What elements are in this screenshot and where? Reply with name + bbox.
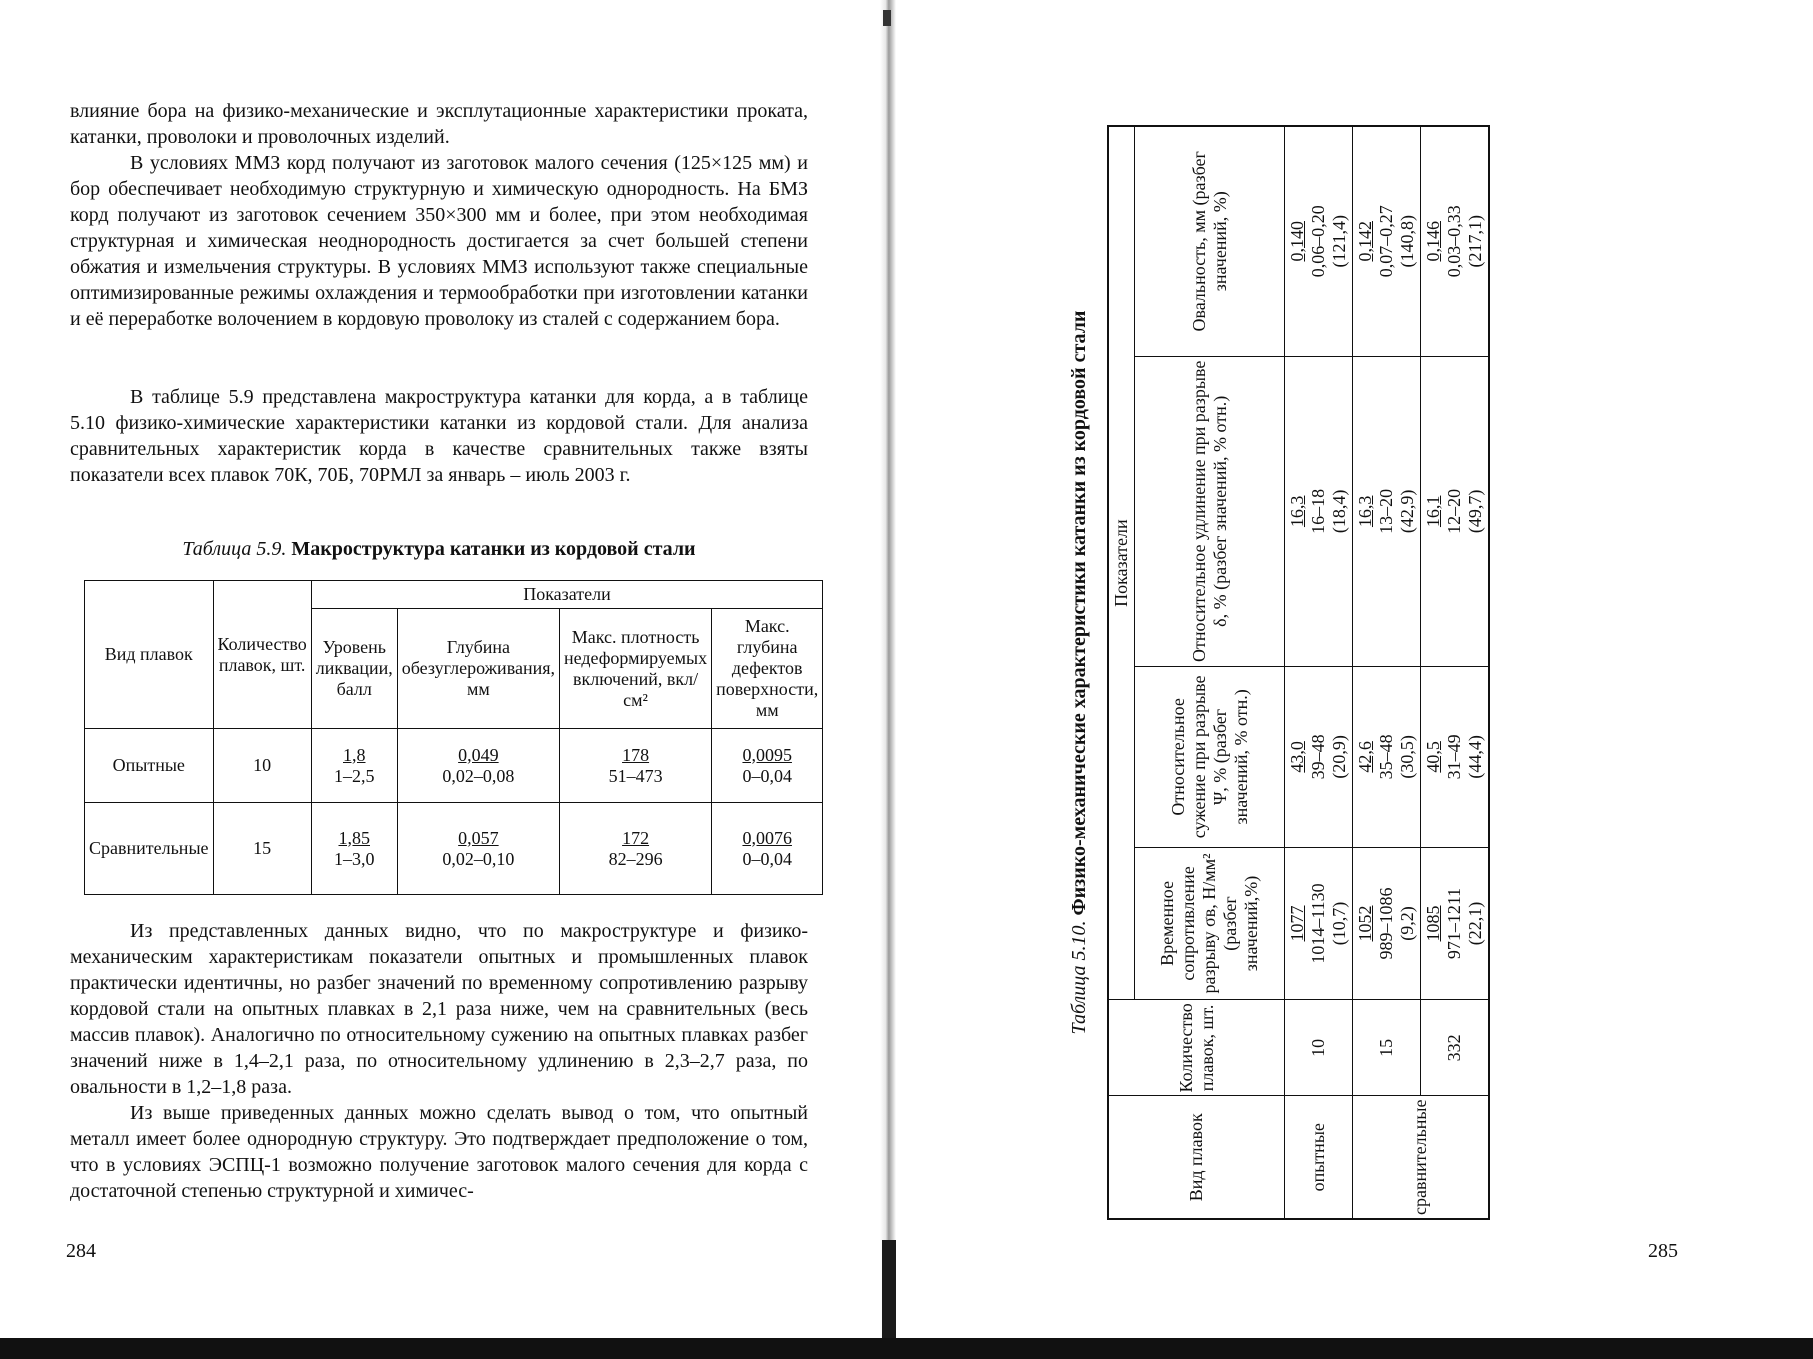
t510-header-indicators: Показатели [1108, 126, 1135, 1000]
t59-col-surface-defects: Макс. глубина дефектов поверхности, мм [712, 609, 823, 729]
t510-cell: 43,0 39–48 (20,9) [1285, 667, 1353, 848]
t510-col-tensile: Временное сопротивление разрыву σв, Н/мм² (разбег значений,%) [1135, 847, 1285, 1000]
t510-col-ovality: Овальность, мм (разбег значений, %) [1135, 126, 1285, 356]
t59-cell: 0,0095 0–0,04 [712, 729, 823, 803]
t59-row-count: 10 [213, 729, 311, 803]
t510-cell: 16,3 13–20 (42,9) [1353, 356, 1421, 667]
t59-cell: 178 51–473 [559, 729, 711, 803]
t510-row-type: сравнительные [1353, 1096, 1490, 1219]
t510-col-elongation: Относительное удлинение при разрыве δ, % (разбег значений, % отн.) [1135, 356, 1285, 667]
t510-row-type: опытные [1285, 1096, 1353, 1219]
page-number-left: 284 [66, 1240, 96, 1262]
t59-cell: 0,0076 0–0,04 [712, 803, 823, 895]
paragraph-5: Из выше приведенных данных можно сделать вывод о том, что опытный металл имеет более однородную структуру. Это подтверждает предположение о том, что в условиях ЭСПЦ-1 возможно получение заготовок малого сечения для корда с достаточной степенью структурной и химичес- [70, 1102, 808, 1202]
t510-cell: 1085 971–1211 (22,1) [1421, 847, 1490, 1000]
t59-col-decarburization: Глубина обезуглероживания, мм [397, 609, 559, 729]
t510-cell: 0,142 0,07–0,27 (140,8) [1353, 126, 1421, 356]
t510-cell: 42,6 35–48 (30,5) [1353, 667, 1421, 848]
t59-header-indicators: Показатели [311, 581, 823, 609]
table-5-9-caption [70, 538, 808, 561]
t59-cell: 1,85 1–3,0 [311, 803, 397, 895]
paragraph-4: Из представленных данных видно, что по макроструктуре и физико-механическим характеристикам показатели опытных и промышленных плавок практически идентичны, но разбег значений по временному сопротивлению разрыву кордовой стали на опытных плавках в 2,1 раза ниже, чем на сравнительных (весь массив плавок). Аналогично по относительному сужению на опытных плавках разбег значений ниже в 1,4–2,1 раза, по относительному удлинению в 2,3–2,7 раза, по овальности в 1,2–1,8 раза. [70, 920, 808, 1098]
table-row [85, 803, 823, 895]
table-row [1353, 126, 1421, 1219]
t510-cell: 1052 989–1086 (9,2) [1353, 847, 1421, 1000]
table-5-9-caption-number: Таблица 5.9. [182, 538, 287, 560]
table-row [1421, 126, 1490, 1219]
t59-row-type: Опытные [85, 729, 214, 803]
t510-row-count: 10 [1285, 1000, 1353, 1096]
t59-col-inclusions: Макс. плотность недеформируемых включений, вкл/см² [559, 609, 711, 729]
t510-cell: 1077 1014–1130 (10,7) [1285, 847, 1353, 1000]
t510-cell: 16,3 16–18 (18,4) [1285, 356, 1353, 667]
left-page [0, 0, 880, 1359]
table-5-9 [84, 580, 823, 895]
t510-header-count: Количество плавок, шт. [1108, 1000, 1285, 1096]
t510-row-count: 332 [1421, 1000, 1490, 1096]
table-5-10 [1107, 125, 1490, 1220]
t510-col-reduction: Относительное сужение при разрыве Ψ, % (разбег значений, % отн.) [1135, 667, 1285, 848]
paragraph-1: влияние бора на физико-механические и эксплутационные характеристики проката, катанки, проволоки и проволочных изделий. [70, 100, 808, 148]
t59-header-count: Количество плавок, шт. [213, 581, 311, 729]
table-row [1285, 126, 1353, 1219]
t59-cell: 172 82–296 [559, 803, 711, 895]
t510-row-count: 15 [1353, 1000, 1421, 1096]
t59-row-count: 15 [213, 803, 311, 895]
table-row [85, 729, 823, 803]
t510-cell: 0,146 0,03–0,33 (217,1) [1421, 126, 1490, 356]
table-5-9-caption-title: Макроструктура катанки из кордовой стали [291, 538, 696, 560]
t59-header-type: Вид плавок [85, 581, 214, 729]
paragraph-2: В условиях ММЗ корд получают из заготовок малого сечения (125×125 мм) и бор обеспечивает необходимую структурную и химическую однородность. На БМЗ корд получают из заготовок сечением 350×300 мм и более, при этом необходимая структурная и химическая неоднородность достигается за счет большей степени обжатия и измельчения структуры. В условиях ММЗ используют также специальные оптимизированные режимы охлаждения и термообработки при изготовлении катанки и её переработке волочением в кордовую проволоку из сталей с содержанием бора. [70, 152, 808, 330]
table-5-10-rotated [1062, 125, 1813, 1220]
table-5-10-caption [1062, 125, 1102, 1220]
table-5-10-caption-number: Таблица 5.10. [1068, 920, 1090, 1035]
t510-cell: 40,5 31–49 (44,4) [1421, 667, 1490, 848]
t510-header-type: Вид плавок [1108, 1096, 1285, 1219]
table-5-10-caption-title: Физико-механические характеристики катанки из кордовой стали [1068, 310, 1090, 916]
t59-cell: 0,057 0,02–0,10 [397, 803, 559, 895]
t59-cell: 1,8 1–2,5 [311, 729, 397, 803]
page-number-right: 285 [1648, 1240, 1678, 1262]
t510-cell: 0,140 0,06–0,20 (121,4) [1285, 126, 1353, 356]
t59-row-type: Сравнительные [85, 803, 214, 895]
paragraph-3: В таблице 5.9 представлена макроструктура катанки для корда, а в таблице 5.10 физико-химические характеристики катанки из кордовой стали. Для анализа сравнительных характеристик корда в качестве сравнительных также взяты показатели всех плавок 70К, 70Б, 70РМЛ за январь – июль 2003 г. [70, 386, 808, 486]
t59-cell: 0,049 0,02–0,08 [397, 729, 559, 803]
t510-cell: 16,1 12–20 (49,7) [1421, 356, 1490, 667]
t59-col-liquation: Уровень ликвации, балл [311, 609, 397, 729]
